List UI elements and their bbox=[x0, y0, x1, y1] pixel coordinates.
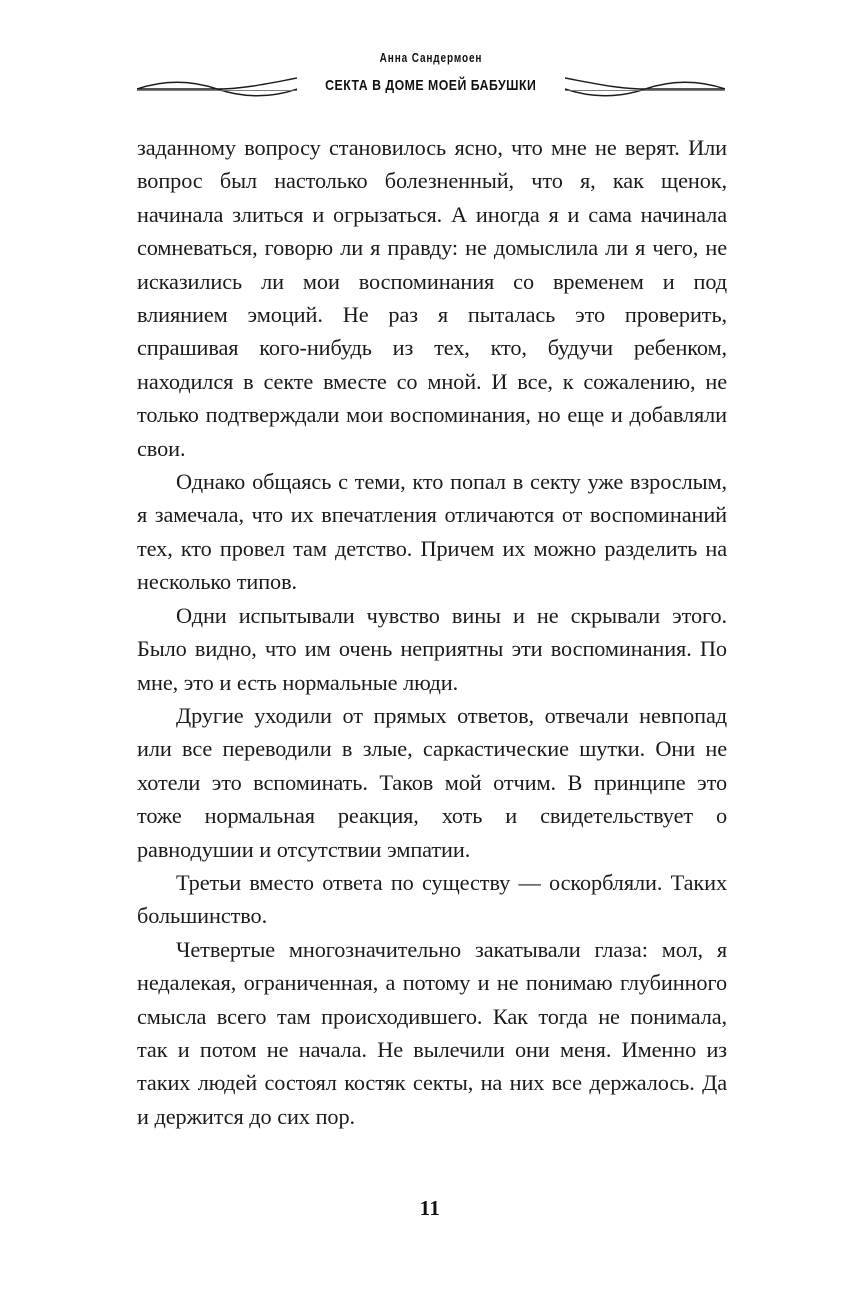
paragraph: Одни испытывали чувство вины и не скрывали этого. Было видно, что им очень неприятны эти воспоминания. По мне, это и есть нормальные люди. bbox=[137, 602, 727, 695]
running-head bbox=[137, 52, 725, 98]
running-head-author: Анна Сандермоен bbox=[379, 51, 483, 65]
paragraph: Однако общаясь с теми, кто попал в секту уже взрослым, я замечала, что их впечатления отличаются от воспоминаний тех, кто провел там детство. Причем их можно разделить на несколько типов. bbox=[137, 469, 727, 595]
page-number: 11 bbox=[419, 1196, 441, 1220]
paragraph: Другие уходили от прямых ответов, отвечали невпопад или все переводили в злые, саркастические шутки. Они не хотели это вспоминать. Таков мой отчим. В принципе это тоже нормальная реакция, хоть и свидетельствует о равнодушии и отсутствии эмпатии. bbox=[137, 702, 727, 862]
paragraph: заданному вопросу становилось ясно, что мне не верят. Или вопрос был настолько болезненный, что я, как щенок, начинала злиться и огрызаться. А иногда я и сама начинала сомневаться, говорю ли я правду: не домыслила ли я чего, не исказились ли мои воспоминания со временем и под влиянием эмоций. Не раз я пыталась это проверить, спрашивая кого-нибудь из тех, кто, будучи ребенком, находился в секте вместе со мной. И все, к сожалению, не только подтверждали мои воспоминания, но еще и добавляли свои. bbox=[137, 135, 727, 461]
braided-wave-rule-right-icon bbox=[565, 74, 725, 98]
braided-wave-rule-left-icon bbox=[137, 74, 297, 98]
running-head-rule bbox=[137, 74, 725, 98]
running-head-title: СЕКТА В ДОМЕ МОЕЙ БАБУШКИ bbox=[325, 77, 537, 94]
body-text-column bbox=[137, 131, 727, 1133]
paragraph: Четвертые многозначительно закатывали глаза: мол, я недалекая, ограниченная, а потому и не понимаю глубинного смысла всего там происходившего. Как тогда не понимала, так и потом не начала. Не вылечили они меня. Именно из таких людей состоял костяк секты, на них все держалось. Да и держится до сих пор. bbox=[137, 936, 727, 1129]
paragraph: Третьи вместо ответа по существу — оскорбляли. Таких большинство. bbox=[137, 869, 727, 929]
